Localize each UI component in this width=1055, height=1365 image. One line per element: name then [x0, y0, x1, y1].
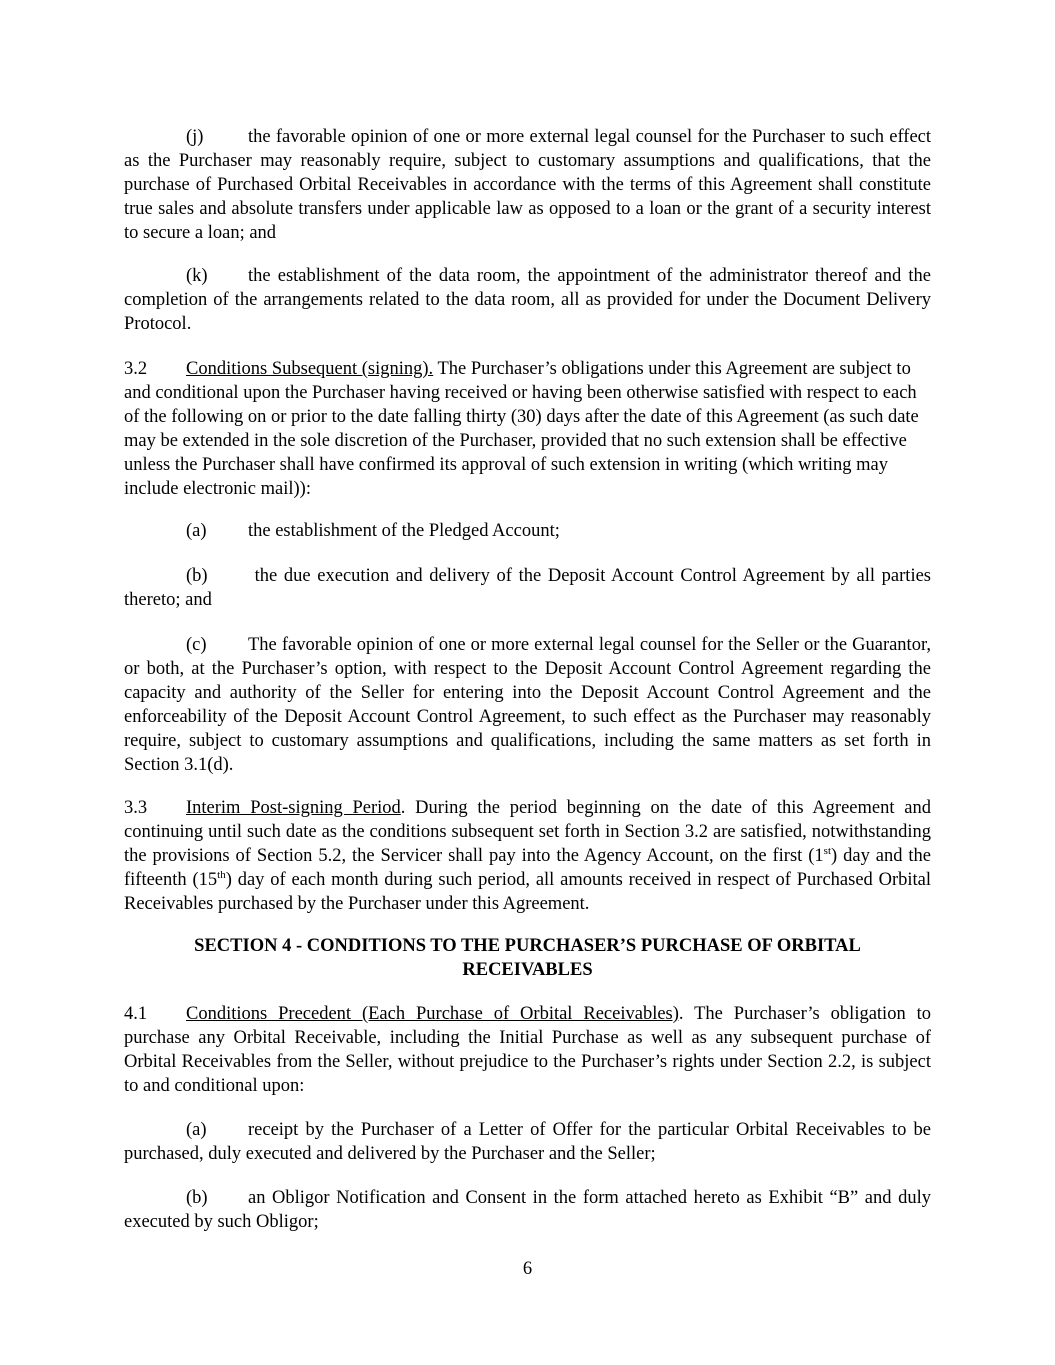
superscript: st: [823, 844, 832, 857]
paragraph-4-1-b: [124, 1186, 931, 1234]
paragraph-j: [124, 125, 931, 245]
item-label: (c): [186, 635, 207, 655]
section-text: . The Purchaser’s obligation to purchase any Orbital Receivable, including the Initial Purchase as well as any subsequent purchase of Orbital Receivables from the Seller, without prejudice to the Purchaser’s rights under Section 2.2, is subject to and conditional upon:: [124, 1004, 932, 1096]
item-label: (k): [186, 266, 208, 286]
item-text: the favorable opinion of one or more external legal counsel for the Purchaser to such effect as the Purchaser may reasonably require, subject to customary assumptions and qualifications, that the purchase of Purchased Orbital Receivables in accordance with the terms of this Agreement shall constitute true sales and absolute transfers under applicable law as opposed to a loan or the grant of a security interest to secure a loan; and: [124, 127, 931, 243]
section-text: ) day of each month during such period, all amounts received in respect of Purchased Orbital Receivables purchased by the Purchaser under this Agreement.: [124, 870, 931, 914]
page-number: 6: [522, 1259, 533, 1279]
section-title: Conditions Subsequent (signing).: [186, 359, 434, 379]
item-label: (a): [186, 521, 207, 541]
item-text: The favorable opinion of one or more external legal counsel for the Seller or the Guarantor, or both, at the Purchaser’s option, with respect to the Deposit Account Control Agreement regarding the capacity and authority of the Seller for entering into the Deposit Account Control Agreement and the enforceability of the Deposit Account Control Agreement, to such effect as the Purchaser may reasonably require, subject to customary assumptions and qualifications, including the same matters as set forth in Section 3.1(d).: [124, 635, 931, 775]
section-4-heading: [124, 934, 931, 982]
item-text: the due execution and delivery of the Deposit Account Control Agreement by all parties thereto; and: [124, 566, 936, 610]
paragraph-k: [124, 264, 931, 336]
item-label: (b): [186, 1188, 208, 1208]
heading-line: SECTION 4 - CONDITIONS TO THE PURCHASER’S PURCHASE OF ORBITAL: [194, 936, 861, 956]
item-label: (j): [186, 127, 204, 147]
heading-line: RECEIVABLES: [462, 960, 593, 980]
section-title: Conditions Precedent (Each Purchase of Orbital Receivables): [186, 1004, 679, 1024]
item-label: (a): [186, 1120, 207, 1140]
section-text: ) day and the fifteenth (15: [124, 846, 932, 890]
paragraph-3-2-b: [124, 564, 936, 612]
item-text: receipt by the Purchaser of a Letter of Offer for the particular Orbital Receivables to be purchased, duly executed and delivered by the Purchaser and the Seller;: [124, 1120, 931, 1164]
section-number: 3.3: [124, 798, 148, 818]
section-title: Interim Post-signing Period: [186, 798, 401, 818]
item-text: an Obligor Notification and Consent in the form attached hereto as Exhibit “B” and duly executed by such Obligor;: [124, 1188, 931, 1232]
section-text: . During the period beginning on the date of this Agreement and continuing until such date as the conditions subsequent set forth in Section 3.2 are satisfied, notwithstanding the provisions of Section 5.2, the Servicer shall pay into the Agency Account, on the first (1: [124, 798, 931, 866]
item-label: (b): [186, 566, 208, 586]
section-number: 3.2: [124, 359, 148, 379]
section-3-3: [124, 796, 931, 916]
paragraph-4-1-a: [124, 1118, 931, 1166]
section-4-1: [124, 1002, 931, 1098]
paragraph-3-2-c: [124, 633, 931, 777]
section-3-2: [124, 357, 931, 501]
section-text: The Purchaser’s obligations under this Agreement are subject to and conditional upon the Purchaser having received or having been otherwise satisfied with respect to each of the following on or prior to the date falling thirty (30) days after the date of this Agreement (as such date may be extended in the sole discretion of the Purchaser, provided that no such extension shall be effective unless the Purchaser shall have confirmed its approval of such extension in writing (which writing may include electronic mail)):: [124, 359, 919, 499]
section-number: 4.1: [124, 1004, 148, 1024]
item-text: the establishment of the data room, the appointment of the administrator thereof and the completion of the arrangements related to the data room, all as provided for under the Document Delivery Protocol.: [124, 266, 931, 334]
paragraph-3-2-a: [124, 519, 931, 543]
superscript: th: [217, 868, 226, 881]
item-text: the establishment of the Pledged Account;: [248, 521, 560, 541]
